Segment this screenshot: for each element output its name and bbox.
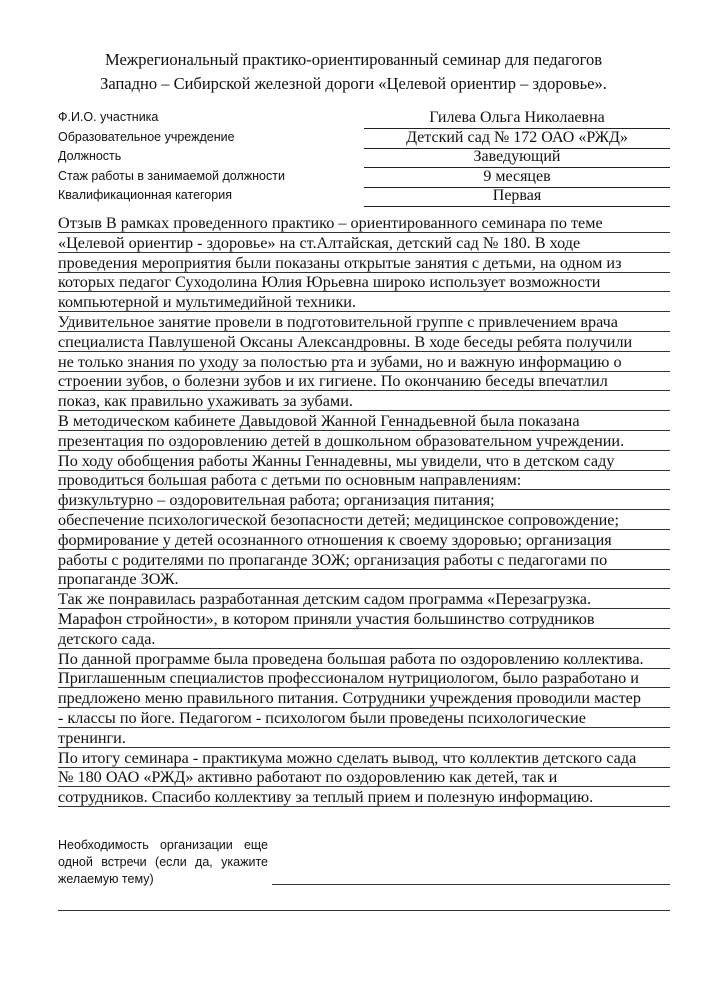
page-header bbox=[0, 48, 707, 96]
position-row bbox=[58, 148, 670, 168]
review-text-line: - классы по йоге. Педагогом - психологом были проведены психологические bbox=[58, 709, 586, 727]
review-text-line: физкультурно – оздоровительная работа; организация питания; bbox=[58, 491, 495, 510]
qualification-underline bbox=[364, 206, 670, 207]
qualification-row bbox=[58, 187, 670, 207]
institution-label: Образовательное учреждение bbox=[58, 130, 235, 144]
review-text-line: которых педагог Суходолина Юлия Юрьевна широко использует возможности bbox=[58, 273, 601, 292]
review-text-line: обеспечение психологической безопасности детей; медицинское сопровождение; bbox=[58, 511, 619, 529]
institution-row bbox=[58, 129, 670, 149]
qualification-label: Квалификационная категория bbox=[58, 188, 232, 202]
review-text-line: По данной программе была проведена большая работа по оздоровлению коллектива. bbox=[58, 649, 644, 668]
experience-label: Стаж работы в занимаемой должности bbox=[58, 169, 285, 183]
next-meeting-question-line: желаемую тему) bbox=[58, 872, 154, 886]
review-text-line: показ, как правильно ухаживать за зубами. bbox=[58, 392, 353, 411]
next-meeting-answer-line bbox=[272, 884, 670, 885]
review-text-line: детского сада. bbox=[58, 629, 156, 648]
review-text-line: компьютерной и мультимедийной техники. bbox=[58, 293, 357, 312]
review-text-line: Так же понравилась разработанная детским садом программа «Перезагрузка. bbox=[58, 590, 592, 609]
experience-row bbox=[58, 168, 670, 188]
position-label: Должность bbox=[58, 149, 122, 163]
review-underline bbox=[58, 806, 670, 807]
review-text-line: строении зубов, о болезни зубов и их гигиене. По окончанию беседы впечатлил bbox=[58, 372, 608, 391]
review-text-line: Марафон стройности», в котором приняли участия большинство сотрудников bbox=[58, 610, 595, 628]
review-text-line: Удивительное занятие провели в подготовительной группе с привлечением врача bbox=[58, 313, 618, 331]
participant-name-label: Ф.И.О. участника bbox=[58, 110, 159, 124]
review-text-line: Отзыв В рамках проведенного практико – ориентированного семинара по теме bbox=[58, 214, 603, 232]
qualification-value: Первая bbox=[492, 187, 542, 204]
review-text-line: сотрудников. Спасибо коллективу за теплый прием и полезную информацию. bbox=[58, 788, 594, 807]
next-meeting-question-line: Необходимость организации еще bbox=[58, 838, 268, 852]
experience-value: 9 месяцев bbox=[483, 168, 551, 185]
review-text-line: проведения мероприятия были показаны открытые занятия с детьми, на одном из bbox=[58, 253, 622, 272]
institution-value: Детский сад № 172 ОАО «РЖД» bbox=[406, 129, 628, 146]
position-value: Заведующий bbox=[473, 148, 561, 165]
seminar-title-line-2: Западно – Сибирской железной дороги «Целевой ориентир – здоровье». bbox=[100, 74, 607, 93]
review-text-line: Приглашенным специалистов профессионалом нутрициологом, было разработано и bbox=[58, 669, 639, 688]
review-text-line: № 180 ОАО «РЖД» активно работают по оздоровлению как детей, так и bbox=[58, 768, 558, 787]
review-text-line: В методическом кабинете Давыдовой Жанной Геннадьевной была показана bbox=[58, 412, 580, 430]
participant-name-value: Гилева Ольга Николаевна bbox=[429, 109, 605, 126]
review-text-line: презентация по оздоровлению детей в дошкольном образовательном учреждении. bbox=[58, 431, 625, 450]
review-text-line: предложено меню правильного питания. Сотрудники учреждения проводили мастер bbox=[58, 689, 641, 708]
review-text-line: проводиться большая работа с детьми по основным направлениям: bbox=[58, 471, 522, 490]
participant-name-row bbox=[58, 109, 670, 129]
review-text-line: тренинги. bbox=[58, 728, 126, 747]
review-text-line: По итогу семинара - практикума можно сделать вывод, что коллектив детского сада bbox=[58, 748, 637, 767]
review-text-line: пропаганде ЗОЖ. bbox=[58, 570, 179, 589]
seminar-title-line-1: Межрегиональный практико-ориентированный семинар для педагогов bbox=[105, 50, 602, 69]
next-meeting-question-line: одной встречи (если да, укажите bbox=[58, 855, 268, 869]
review-text-line: работы с родителями по пропаганде ЗОЖ; организация работы с педагогами по bbox=[58, 550, 608, 569]
review-text-line: «Целевой ориентир - здоровье» на ст.Алтайская, детский сад № 180. В ходе bbox=[58, 233, 581, 252]
review-text-line: формирование у детей осознанного отношения к своему здоровью; организация bbox=[58, 530, 612, 549]
review-text-line: По ходу обобщения работы Жанны Геннадевны, мы увидели, что в детском саду bbox=[58, 451, 615, 470]
review-text-line: не только знания по уходу за полостью рта и зубами, но и важную информацию о bbox=[58, 352, 622, 371]
review-text-line: специалиста Павлушеной Оксаны Александровны. В ходе беседы ребята получили bbox=[58, 332, 633, 351]
next-meeting-extra-line bbox=[58, 910, 670, 911]
